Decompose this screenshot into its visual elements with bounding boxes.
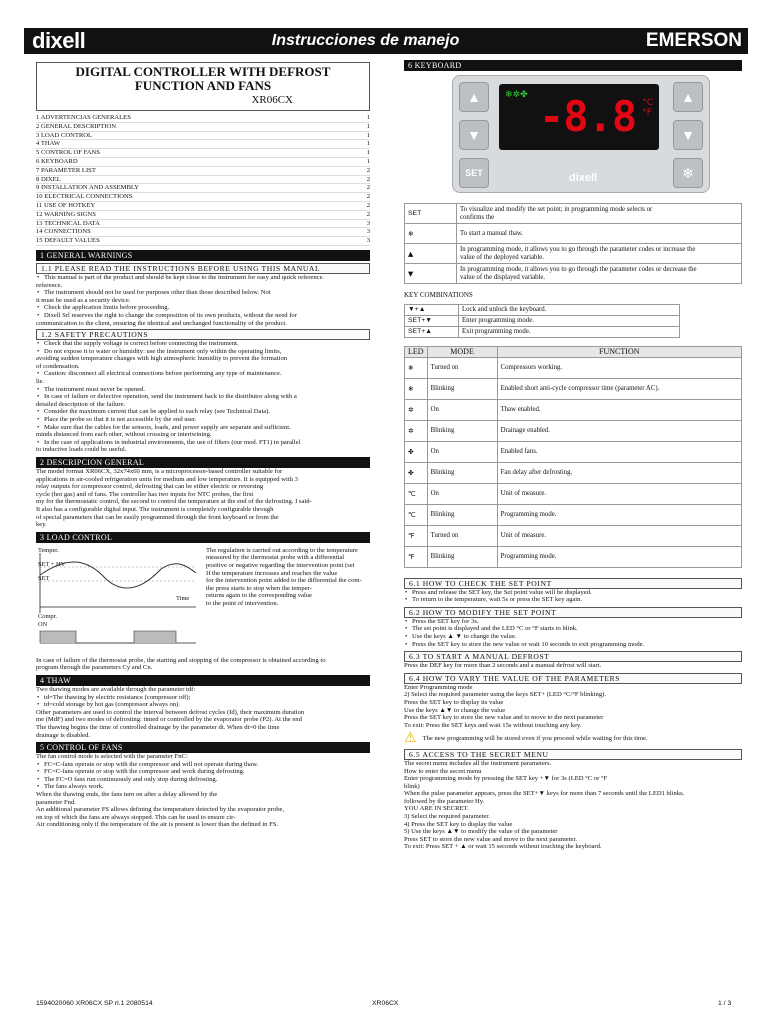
section-1-2-bar: 1.2 SAFETY PRECAUTIONS — [36, 329, 370, 340]
led-icon: ℉ — [405, 525, 428, 546]
led-row — [405, 420, 742, 441]
key-desc-line: In programming mode, it allows you to go through the parameter codes or decrease the — [460, 265, 697, 273]
toc-row — [36, 176, 370, 185]
toc-page: 3 — [366, 237, 370, 245]
text-line: 5) Use the keys ▲▼ to modify the value of the parameter — [404, 828, 558, 836]
text-line: Other parameters are used to control the interval between defrost cycles (Id), their maximum duration — [36, 708, 305, 716]
combo-description: Enter programming mode. — [459, 315, 680, 326]
toc-row — [36, 237, 370, 246]
toc-row — [36, 193, 370, 202]
text-line: • Dixell Srl reserves the right to change the composition of its own products, without the need for — [36, 312, 370, 320]
toc-number: 12 — [36, 210, 43, 218]
text-line: To exit: Press SET + ▲ or wait 15 seconds without touching the keyboard. — [404, 843, 602, 851]
toc-entry — [36, 114, 367, 122]
label-set-hy: SET + HY — [38, 560, 66, 568]
led-icon: ❄ — [405, 357, 428, 378]
toc-row — [36, 140, 370, 149]
text-line: Press the SET key to store the new value and to move to the next parameter — [404, 714, 604, 722]
set-key-icon: SET — [405, 204, 457, 224]
text-line: • Do not expose it to water or humidity: use the instrument only within the operating limits, — [36, 348, 370, 356]
text-line: • Make sure that the cables for the sensors, loads, and power supply are separate and sufficient. — [36, 424, 370, 432]
display-digits: -8.8 — [539, 92, 637, 141]
toc-number: 2 — [36, 122, 40, 130]
panel-set-button[interactable]: SET — [459, 158, 489, 188]
toc-label: THAW — [40, 140, 61, 148]
text-line: returns again to the corresponding value — [206, 592, 313, 600]
section-5-text — [36, 753, 370, 829]
toc-number: 6 — [36, 157, 40, 165]
text-line: The regulation is carried out according to the temperature — [206, 546, 358, 554]
toc-entry — [36, 211, 367, 219]
text-line: measured by the thermostat probe with a differential — [206, 554, 345, 562]
toc-row — [36, 114, 370, 123]
warning-text: The new programming will be stored even if you proceed while waiting for this time. — [422, 735, 648, 743]
toc-entry — [36, 132, 367, 140]
toc-entry — [36, 149, 367, 157]
led-row — [405, 483, 742, 504]
toc-page: 2 — [366, 201, 370, 209]
toc-number: 15 — [36, 237, 43, 245]
text-line: cycle (hot gas) and of fans. The controller has two inputs for NTC probes, the first — [36, 490, 254, 498]
led-mode: On — [427, 441, 497, 462]
led-icon: ✤ — [405, 462, 428, 483]
controller-front-panel — [452, 75, 710, 193]
combo-keys: SET+▼ — [405, 315, 459, 326]
led-function: Drainage enabled. — [497, 420, 741, 441]
led-row — [405, 525, 742, 546]
toc-row — [36, 184, 370, 193]
text-line: blink) — [404, 782, 420, 790]
text-line: parameter Fnd. — [36, 798, 76, 806]
toc-page: 1 — [366, 140, 370, 148]
key-row — [405, 224, 742, 244]
text-line: 4) Press the SET key to display the value — [404, 820, 513, 828]
text-line: • td=cold storage by hot gas (compressor always on). — [36, 701, 370, 709]
label-on: ON — [38, 620, 48, 628]
toc-entry — [36, 228, 367, 236]
text-line: program through the parameters Cy and Cn. — [36, 664, 153, 672]
text-line: • In the case of applications in industrial environments, the use of filters (our mod. FT1) in parallel — [36, 439, 370, 447]
text-line: To exit: Press the SET keys and wait 15s without touching any key. — [404, 721, 582, 729]
text-line: followed by the parameter Hy. — [404, 797, 485, 805]
status-led-icons: ❄✲✤ — [505, 90, 528, 100]
toc-number: 4 — [36, 140, 40, 148]
text-line: • In case of failure or defective operation, send the instrument back to the distributor along with a — [36, 393, 370, 401]
toc-page: 2 — [366, 175, 370, 183]
toc-page: 1 — [366, 131, 370, 139]
key-row — [405, 264, 742, 284]
warning-icon: ⚠ — [404, 730, 417, 747]
label-compressor: Compr. — [38, 612, 57, 620]
footer-page: 1 / 3 — [718, 1000, 732, 1007]
text-line: • Check that the supply voltage is correct before connecting the instrument. — [36, 340, 370, 348]
led-function: Enabled short anti-cycle compressor time (parameter AC). — [497, 378, 741, 399]
text-line: for the intervention point added to the differential the com- — [206, 577, 362, 585]
text-line: It also has a configurable digital input. The instrument is completely configurable through — [36, 505, 274, 513]
led-function: Thaw enabled. — [497, 399, 741, 420]
text-line: Press the DEF key for more than 2 seconds and a manual defrost will start. — [404, 662, 602, 670]
combo-row — [405, 315, 680, 326]
warning-note — [404, 730, 742, 747]
toc-label: WARNING SIGNS — [44, 210, 96, 218]
led-mode: On — [427, 399, 497, 420]
led-table — [404, 346, 742, 568]
toc-number: 1 — [36, 114, 40, 121]
toc-entry — [36, 167, 367, 175]
section-6-3-text — [404, 662, 742, 670]
led-header: LED — [405, 346, 428, 357]
section-5-bar: 5 CONTROL OF FANS — [36, 742, 370, 753]
combo-row — [405, 304, 680, 315]
key-row — [405, 244, 742, 264]
toc-entry — [36, 202, 367, 210]
text-line: me (MdF) and two modes of defrosting: timed or controlled by the evaporator probe (P2). At the end — [36, 716, 302, 724]
toc-number: 10 — [36, 193, 43, 201]
text-line: on top of which the fans are always stopped. This can be used to ensure cir- — [36, 813, 236, 821]
toc-page: 3 — [366, 228, 370, 236]
text-line: to the point of intervention. — [206, 599, 279, 607]
toc-page: 1 — [366, 157, 370, 165]
toc-page: 2 — [366, 193, 370, 201]
section-2-text — [36, 468, 370, 529]
text-line: • Press and release the SET key, the Set point value will be displayed. — [404, 589, 742, 597]
toc-label: DIXEL — [40, 175, 61, 183]
led-row — [405, 546, 742, 567]
text-line: 3) Select the required parameter. — [404, 813, 490, 821]
text-line: • Place the probe so that it is not accessible by the end user. — [36, 416, 370, 424]
text-line: • Check the application limits before proceeding. — [36, 304, 370, 312]
toc-label: PARAMETER LIST — [40, 166, 96, 174]
toc-page: 1 — [366, 114, 370, 121]
combo-description: Lock and unlock the keyboard. — [459, 304, 680, 315]
text-line: Press SET to store the new value and move to the next parameter. — [404, 835, 577, 843]
key-desc-line: In programming mode, it allows you to go through the parameter codes or increase the — [460, 245, 696, 253]
text-line: of condensation. — [36, 362, 80, 370]
key-description — [457, 244, 742, 264]
toc-label: CONTROL OF FANS — [40, 149, 100, 157]
text-line: • Press the SET key for 3s. — [404, 618, 742, 626]
section-4-bar: 4 THAW — [36, 675, 370, 686]
text-line: An additional parameter FS allows defining the temperature detected by the evaporator probe, — [36, 806, 285, 814]
section-6-4-text — [404, 684, 742, 730]
emerson-logo: EMERSON — [645, 30, 742, 51]
unit-indicators: °C °F — [642, 98, 653, 118]
text-line: If the temperature increases and reaches the value — [206, 569, 338, 577]
toc-row — [36, 220, 370, 229]
key-combinations-table — [404, 304, 680, 338]
text-line: reference. — [36, 281, 63, 289]
label-set: SET — [38, 574, 50, 582]
header-bar — [24, 28, 748, 54]
text-line: • This manual is part of the product and should be kept close to the instrument for easy and quick reference. — [36, 274, 370, 282]
dixell-logo: dixell — [32, 28, 86, 53]
toc-entry — [36, 184, 367, 192]
panel-up-right-button[interactable]: ▲ — [673, 82, 703, 112]
toc-entry — [36, 220, 367, 228]
key-description — [457, 264, 742, 284]
key-desc-line: value of the displayed variable. — [460, 273, 546, 281]
text-line: avoiding sudden temperature changes with high atmospheric humidity to prevent the formation — [36, 355, 288, 363]
panel-down-right-button[interactable]: ▼ — [673, 120, 703, 150]
text-line: drainage is disabled. — [36, 731, 91, 739]
led-icon: ✲ — [405, 399, 428, 420]
text-line: • Consider the maximum current that can be applied to each relay (see Technical Data). — [36, 408, 370, 416]
text-line: Press the SET key to display its value — [404, 698, 504, 706]
toc-page: 2 — [366, 166, 370, 174]
text-line: • The set point is displayed and the LED °C or °F starts to blink. — [404, 625, 742, 633]
text-line: lie. — [36, 378, 45, 386]
section-1-1-bar: 1.1 PLEASE READ THE INSTRUCTIONS BEFORE USING THIS MANUAL — [36, 263, 370, 274]
load-control-description — [206, 547, 370, 608]
toc-label: KEYBOARD — [40, 157, 78, 165]
text-line: the press starts to stop when the temper- — [206, 584, 312, 592]
text-line: • The instrument should not be used for purposes other than those described below. Not — [36, 289, 370, 297]
text-line: • FC=C-fans operate or stop with the compressor and will not operate during thaw. — [36, 761, 370, 769]
text-line: communication to the client, ensuring the identical and unchanged functionality of the product. — [36, 319, 287, 327]
text-line: it must be used as a security device. — [36, 296, 131, 304]
panel-brand: dixell — [569, 172, 598, 184]
led-mode: Turned on — [427, 525, 497, 546]
right-column — [404, 60, 742, 851]
toc-number: 5 — [36, 149, 40, 157]
toc-entry — [36, 176, 367, 184]
key-description — [457, 224, 742, 244]
text-line: YOU ARE IN SECRET. — [404, 805, 469, 813]
section-6-2-bar: 6.2 HOW TO MODIFY THE SET POINT — [404, 607, 742, 618]
toc-row — [36, 132, 370, 141]
text-line: Enter programming mode by pressing the SET key +▼ for 3s (LED °C or °F — [404, 775, 608, 783]
led-function: Programming mode. — [497, 504, 741, 525]
led-row — [405, 462, 742, 483]
led-function: Unit of measure. — [497, 525, 741, 546]
toc-row — [36, 202, 370, 211]
toc-page: 3 — [366, 219, 370, 227]
text-line: positive or negative regarding the intervention point (set — [206, 561, 355, 569]
section-6-3-bar: 6.3 TO START A MANUAL DEFROST — [404, 651, 742, 662]
text-line: • Use the keys ▲ ▼ to change the value. — [404, 633, 742, 641]
document-title: DIGITAL CONTROLLER WITH DEFROST FUNCTION AND FANS — [75, 64, 331, 93]
key-desc-line: To start a manual thaw. — [460, 229, 524, 237]
panel-defrost-button[interactable]: ❄ — [673, 158, 703, 188]
combo-description: Exit programming mode. — [459, 326, 680, 337]
toc-page: 2 — [366, 210, 370, 218]
key-description — [457, 204, 742, 224]
led-display — [499, 84, 659, 150]
combo-keys: ▼+▲ — [405, 304, 459, 315]
document-model: XR06CX — [251, 94, 293, 106]
section-6-1-bar: 6.1 HOW TO CHECK THE SET POINT — [404, 578, 742, 589]
section-6-bar: 6 KEYBOARD — [404, 60, 742, 71]
text-line: The secret menu includes all the instrument parameters. — [404, 759, 552, 767]
section-1-2-text — [36, 340, 370, 454]
key-combinations-title: KEY COMBINATIONS — [404, 291, 473, 299]
key-desc-line: value of the deployed variable. — [460, 253, 544, 261]
led-icon: ✤ — [405, 441, 428, 462]
text-line: When the pulse parameter appears, press the SET+▼ keys for more than 7 seconds until the LED1 blinks. — [404, 790, 685, 798]
panel-up-button[interactable]: ▲ — [459, 82, 489, 112]
toc-number: 7 — [36, 166, 40, 174]
toc-number: 9 — [36, 184, 40, 192]
text-line: The fan control mode is selected with the parameter FnC: — [36, 753, 188, 761]
toc-page: 2 — [366, 184, 370, 192]
footer-doc-code: 1594020060 XR06CX SP rl.1 2080514 — [36, 1000, 153, 1007]
key-functions-table — [404, 203, 742, 284]
key-desc-line: To visualize and modify the set point; in programming mode selects or — [460, 205, 653, 213]
section-1-bar: 1 GENERAL WARNINGS — [36, 250, 370, 261]
toc-entry — [36, 140, 367, 148]
text-line: relay outputs for compressor control, defrosting that can be either electric or reversing — [36, 483, 264, 491]
led-row — [405, 441, 742, 462]
toc-label: ELECTRICAL CONNECTIONS — [44, 193, 133, 201]
section-3-bar: 3 LOAD CONTROL — [36, 532, 370, 543]
toc-row — [36, 167, 370, 176]
toc-label: LOAD CONTROL — [40, 131, 93, 139]
text-line: 2) Select the required parameter using the keys SET+ (LED °C/°F blinking). — [404, 691, 606, 699]
panel-down-button[interactable]: ▼ — [459, 120, 489, 150]
toc-entry — [36, 158, 367, 166]
led-function: Enabled fans. — [497, 441, 741, 462]
toc-entry — [36, 123, 367, 131]
toc-number: 14 — [36, 228, 43, 236]
combo-row — [405, 326, 680, 337]
toc-label: GENERAL DESCRIPTION — [40, 122, 116, 130]
led-row — [405, 378, 742, 399]
section-6-1-text — [404, 589, 742, 604]
load-control-note — [36, 657, 370, 672]
text-line: Air conditioning only if the temperature of the air is present is lower than the defined in FS. — [36, 821, 279, 829]
section-6-2-text — [404, 618, 742, 648]
text-line: Enter Programming mode — [404, 683, 473, 691]
led-row — [405, 357, 742, 378]
toc-label: USE OF HOTKEY — [44, 201, 96, 209]
led-row — [405, 399, 742, 420]
text-line: The model format XR06CX, 32x74x60 mm, is a microprocessor-based controller suitable for — [36, 468, 283, 476]
down-icon: ▼ — [405, 264, 457, 284]
toc-row — [36, 211, 370, 220]
up-icon: ▲ — [405, 244, 457, 264]
document-title-box — [36, 62, 370, 111]
toc-number: 11 — [36, 201, 43, 209]
toc-page: 1 — [366, 122, 370, 130]
led-row — [405, 504, 742, 525]
text-line: detailed description of the failure. — [36, 400, 126, 408]
text-line: • The instrument must never be opened. — [36, 386, 370, 394]
toc-row — [36, 228, 370, 237]
load-control-diagram — [36, 547, 370, 657]
led-mode: Blinking — [427, 462, 497, 483]
text-line: key. — [36, 521, 47, 529]
text-line: applications in air-cooled refrigeration units for medium and low temperature. It is equipped with 3 — [36, 475, 298, 483]
toc-row — [36, 158, 370, 167]
toc-entry — [36, 237, 367, 245]
led-mode: Blinking — [427, 504, 497, 525]
led-mode: Turned on — [427, 357, 497, 378]
led-mode: On — [427, 483, 497, 504]
footer-model: XR06CX — [372, 1000, 399, 1007]
text-line: my for the thermostatic control, the second to control the temperature at the end of the defrosting. I said- — [36, 498, 312, 506]
section-6-4-bar: 6.4 HOW TO VARY THE VALUE OF THE PARAMETERS — [404, 673, 742, 684]
toc-number: 8 — [36, 175, 40, 183]
toc-label: TECHNICAL DATA — [44, 219, 100, 227]
text-line: Use the keys ▲▼ to change the value — [404, 706, 506, 714]
text-line: minds distanced from each other, without crossing or intertwining. — [36, 431, 212, 439]
text-line: When the thawing ends, the fans turn on after a delay allowed by the — [36, 791, 218, 799]
section-6-5-text — [404, 760, 742, 851]
led-icon: ℃ — [405, 483, 428, 504]
left-column — [36, 62, 370, 829]
text-line: • The FC=O fans run continuously and only stop during defrosting. — [36, 776, 370, 784]
toc-row — [36, 149, 370, 158]
toc-number: 3 — [36, 131, 40, 139]
led-icon: ℃ — [405, 504, 428, 525]
led-function: Programming mode. — [497, 546, 741, 567]
text-line: How to enter the secret menu — [404, 767, 482, 775]
section-2-bar: 2 DESCRIPCION GENERAL — [36, 457, 370, 468]
led-icon: ℉ — [405, 546, 428, 567]
led-header: MODE — [427, 346, 497, 357]
axis-label-temperature: Temper. — [38, 546, 59, 554]
led-mode: Blinking — [427, 546, 497, 567]
led-mode: Blinking — [427, 420, 497, 441]
table-of-contents — [36, 114, 370, 246]
led-function: Unit of measure. — [497, 483, 741, 504]
led-function: Compressors working. — [497, 357, 741, 378]
toc-label: INSTALLATION AND ASSEMBLY — [40, 184, 140, 192]
text-line: to inductive loads could be useful. — [36, 446, 127, 454]
toc-label: CONNECTIONS — [44, 228, 91, 236]
led-header-row — [405, 346, 742, 357]
section-4-text — [36, 686, 370, 739]
led-mode: Blinking — [427, 378, 497, 399]
toc-page: 1 — [366, 149, 370, 157]
toc-row — [36, 123, 370, 132]
led-icon: ✲ — [405, 420, 428, 441]
text-line: In case of failure of the thermostat probe, the starting and stopping of the compressor is obtained according to — [36, 656, 326, 664]
led-icon: ❄ — [405, 378, 428, 399]
section-6-5-bar: 6.5 ACCESS TO THE SECRET MENU — [404, 749, 742, 760]
axis-label-time: Time — [176, 594, 190, 602]
toc-label: ADVERTENCIAS GENERALES — [40, 114, 131, 121]
text-line: • Caution: disconnect all electrical connections before performing any type of maintenance. — [36, 370, 370, 378]
key-desc-line: confirms the — [460, 213, 495, 221]
text-line: • To return to the temperature, wait 5s or press the SET key again. — [404, 596, 742, 604]
text-line: Two thawing modes are available through the parameter tdf: — [36, 685, 196, 693]
text-line: • FC=C-fans operate or stop with the compressor and work during defrosting. — [36, 768, 370, 776]
text-line: • The fans always work. — [36, 783, 370, 791]
text-line: • Press the SET key to store the new value or wait 10 seconds to exit programming mode. — [404, 641, 742, 649]
header-title: Instrucciones de manejo — [271, 32, 460, 49]
toc-label: DEFAULT VALUES — [44, 237, 100, 245]
toc-number: 13 — [36, 219, 43, 227]
toc-entry — [36, 193, 367, 201]
led-header: FUNCTION — [497, 346, 741, 357]
key-row — [405, 204, 742, 224]
snow-icon: ❄ — [405, 224, 457, 244]
text-line: of special parameters that can be easily programmed through the front keyboard or from the — [36, 513, 279, 521]
combo-keys: SET+▲ — [405, 326, 459, 337]
led-function: Fan delay after defrosting. — [497, 462, 741, 483]
text-line: The thawing begins the time of controlled drainage by the parameter dt. When dt=0 the time — [36, 723, 280, 731]
section-1-1-text — [36, 274, 370, 327]
text-line: • td=The thawing by electric resistance (compressor off); — [36, 694, 370, 702]
